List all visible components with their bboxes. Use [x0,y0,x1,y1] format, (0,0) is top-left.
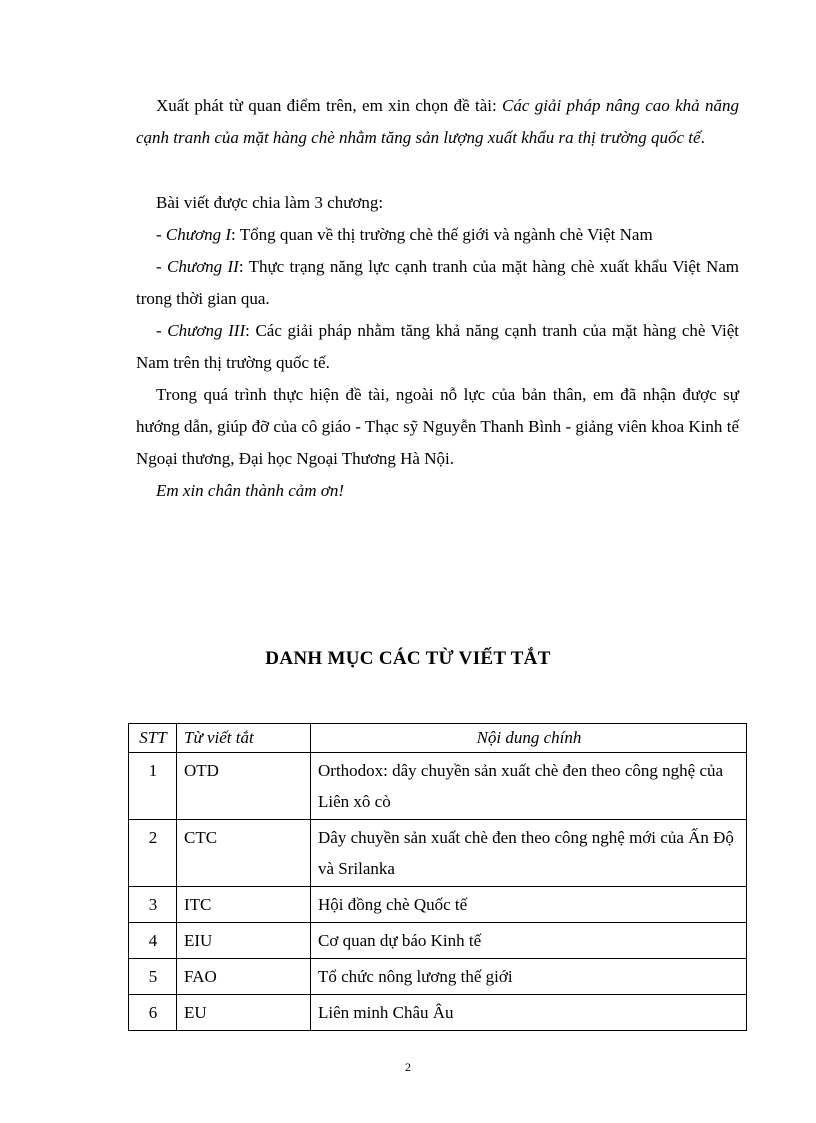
table-row [129,995,747,1031]
table-row [129,959,747,995]
header-content: Nội dung chính [311,724,747,753]
table-header-row [129,724,747,753]
chapter-3-text: : Các giải pháp nhằm tăng khả năng cạnh tranh của mặt hàng chè Việt Nam trên thị trường quốc tế. [136,321,739,372]
cell-description: Cơ quan dự báo Kinh tế [311,923,747,959]
cell-stt: 6 [129,995,177,1031]
chapter-2-prefix: - [156,257,167,276]
paragraph-structure: Bài viết được chia làm 3 chương: [156,193,384,212]
cell-description: Dây chuyền sản xuất chè đen theo công nghệ mới của Ấn Độ và Srilanka [311,820,747,887]
cell-stt: 4 [129,923,177,959]
cell-abbreviation: CTC [177,820,311,887]
cell-stt: 1 [129,753,177,820]
chapter-1-label: Chương I [165,225,232,244]
table-row [129,923,747,959]
cell-stt: 3 [129,887,177,923]
abbreviations-table [128,723,747,1031]
table-row [129,753,747,820]
chapter-3-label: Chương III [167,321,246,340]
cell-description: Orthodox: dây chuyền sản xuất chè đen theo công nghệ của Liên xô cò [311,753,747,820]
paragraph-topic [136,90,739,154]
cell-stt: 2 [129,820,177,887]
cell-stt: 5 [129,959,177,995]
topic-title-text: Các giải pháp nâng cao khả năng cạnh tranh của mặt hàng chè nhằm tăng sản lượng xuất khẩu ra thị trường quốc tế [136,96,740,147]
table-row [129,820,747,887]
closing-thanks: Em xin chân thành cảm ơn! [156,481,345,500]
abbreviations-title: DANH MỤC CÁC TỪ VIẾT TẮT [265,648,551,669]
cell-abbreviation: ITC [177,887,311,923]
cell-abbreviation: FAO [177,959,311,995]
topic-period: . [700,128,705,147]
chapter-1-line [136,219,739,251]
cell-abbreviation: OTD [177,753,311,820]
chapter-2-text: : Thực trạng năng lực cạnh tranh của mặt hàng chè xuất khẩu Việt Nam trong thời gian qua. [136,257,739,308]
paragraph-acknowledgement: Trong quá trình thực hiện đề tài, ngoài nỗ lực của bản thân, em đã nhận được sự hướng dẫn, giúp đỡ của cô giáo - Thạc sỹ Nguyễn Thanh Bình - giảng viên khoa Kinh tế Ngoại thương, Đại học Ngoại Thương Hà Nội. [136,385,739,468]
chapter-1-text: : Tổng quan về thị trường chè thế giới và ngành chè Việt Nam [231,225,653,244]
table-row [129,887,747,923]
cell-abbreviation: EIU [177,923,311,959]
chapter-2-label: Chương II [167,257,239,276]
page-number: 2 [405,1060,411,1074]
chapter-2-line [136,251,739,315]
chapter-3-line [136,315,739,379]
cell-description: Liên minh Châu Âu [311,995,747,1031]
chapter-1-prefix: - [156,225,166,244]
topic-lead-text: Xuất phát từ quan điểm trên, em xin chọn đề tài: [156,96,503,115]
cell-description: Tổ chức nông lương thế giới [311,959,747,995]
header-abbreviation: Từ viết tắt [177,724,311,753]
cell-description: Hội đồng chè Quốc tế [311,887,747,923]
cell-abbreviation: EU [177,995,311,1031]
chapter-3-prefix: - [156,321,168,340]
header-stt: STT [129,724,177,753]
